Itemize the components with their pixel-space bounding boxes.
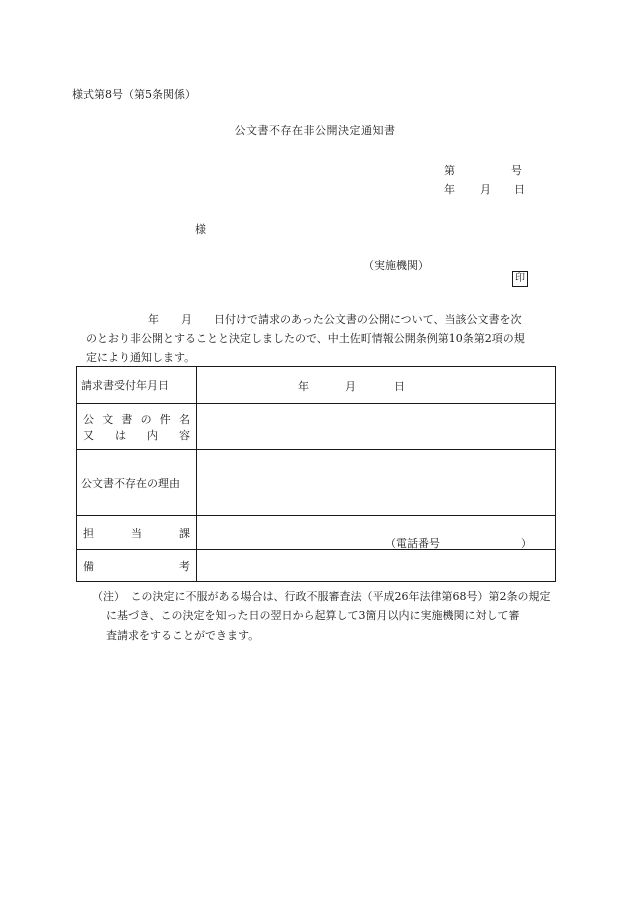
subject-label-line-1 xyxy=(77,411,196,427)
table-row-reason xyxy=(77,450,556,516)
remarks-label-cell xyxy=(77,550,197,582)
subject-char: 又 xyxy=(83,428,94,442)
subject-char: 書 xyxy=(121,412,133,426)
note-line-2: に基づき、この決定を知った日の翌日から起算して3箇月以内に実施機関に対して審 xyxy=(106,609,520,622)
section-value-cell[interactable] xyxy=(197,516,556,550)
number-label: 第 xyxy=(444,164,455,177)
issue-date-year: 年 xyxy=(444,183,455,196)
subject-char: 文 xyxy=(102,412,114,426)
subject-char: 容 xyxy=(179,428,190,442)
subject-label-line-2 xyxy=(77,427,196,443)
request-date-value xyxy=(197,367,555,403)
addressee-suffix: 様 xyxy=(195,223,206,236)
remarks-label xyxy=(77,558,196,574)
number-suffix: 号 xyxy=(511,164,522,177)
subject-label-cell xyxy=(77,404,197,450)
agency-label: （実施機関） xyxy=(363,259,429,272)
subject-char: は xyxy=(115,428,126,442)
document-title: 公文書不存在非公開決定通知書 xyxy=(234,124,396,137)
body-line-2: のとおり非公開とすることと決定しましたので、中土佐町情報公開条例第10条第2項の規 xyxy=(86,332,525,345)
issue-date-month: 月 xyxy=(480,183,491,196)
body-year: 年 xyxy=(148,313,159,326)
table-row-section xyxy=(77,516,556,550)
remarks-char: 考 xyxy=(179,559,190,573)
note-line-1: （注） この決定に不服がある場合は、行政不服審査法（平成26年法律第68号）第2条の規定 xyxy=(92,590,551,603)
phone-close: ） xyxy=(521,537,532,550)
section-char: 課 xyxy=(179,526,190,540)
section-char: 担 xyxy=(83,526,94,540)
request-date-label: 請求書受付年月日 xyxy=(81,379,169,392)
remarks-char: 備 xyxy=(83,559,94,573)
subject-char: 件 xyxy=(159,412,171,426)
request-date-day: 日 xyxy=(394,380,405,393)
request-date-value-cell[interactable] xyxy=(197,367,556,404)
seal-mark: 印 xyxy=(512,271,528,287)
decision-table xyxy=(76,366,556,582)
subject-char: 公 xyxy=(83,412,94,426)
form-id: 様式第8号（第5条関係） xyxy=(72,88,196,101)
section-label xyxy=(77,525,196,541)
remarks-value-cell[interactable] xyxy=(197,550,556,582)
subject-char: の xyxy=(140,412,152,426)
subject-char: 名 xyxy=(178,412,190,426)
body-line-3: 定により通知します。 xyxy=(86,351,196,364)
note-line-3: 査請求をすることができます。 xyxy=(106,629,260,642)
body-line-1-text: 日付けで請求のあった公文書の公開について、当該公文書を次 xyxy=(214,313,522,326)
table-row-subject xyxy=(77,404,556,450)
table-row-remarks xyxy=(77,550,556,582)
reason-label-cell xyxy=(77,450,197,516)
subject-value-cell[interactable] xyxy=(197,404,556,450)
section-char: 当 xyxy=(131,526,142,540)
table-row-request-date xyxy=(77,367,556,404)
issue-date-day: 日 xyxy=(514,183,525,196)
body-month: 月 xyxy=(181,313,192,326)
reason-label: 公文書不存在の理由 xyxy=(81,476,180,490)
request-date-label-cell xyxy=(77,367,197,404)
section-label-cell xyxy=(77,516,197,550)
body-line-1 xyxy=(86,311,521,327)
request-date-year: 年 xyxy=(298,380,309,393)
request-date-month: 月 xyxy=(345,380,356,393)
subject-char: 内 xyxy=(147,428,158,442)
reason-value-cell[interactable] xyxy=(197,450,556,516)
phone-open: （電話番号 xyxy=(385,537,440,550)
phone-number-field xyxy=(197,516,555,549)
